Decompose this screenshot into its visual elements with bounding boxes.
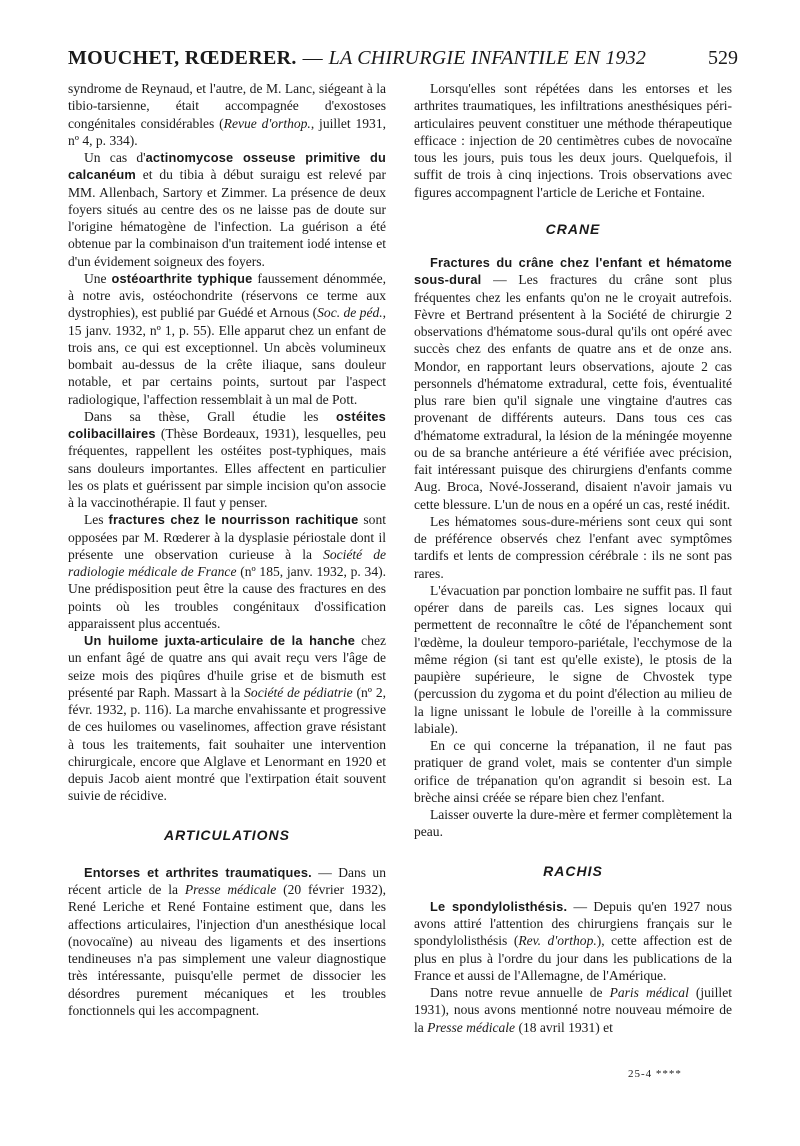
paragraph-hematomes: Les hématomes sous-dure-mériens sont ceux qui sont de préférence observés chez l'enfant avec symptômes tardifs et lents de compression cérébrale : ils ne sont pas rares. <box>414 513 732 581</box>
paragraph-spondylolisthesis: Le spondylolisthésis. — Depuis qu'en 1927 nous avons attiré l'attention des chirurgiens français sur le spondylolisthésis (Rev. d'orthop.), cette affection est de plus en plus à l'ordre du jour dans les publications de la France et aussi de l'Allemagne, de l'Amérique. <box>414 898 732 983</box>
page-number: 529 <box>708 47 738 69</box>
section-heading-rachis: RACHIS <box>543 862 603 879</box>
header-dash: — <box>302 47 323 69</box>
paragraph-entorses: Entorses et arthrites traumatiques. — Dans un récent article de la Presse médicale (20 février 1932), René Leriche et René Fontaine estiment que, dans les affections articulaires, l'injection d'un anesthésique local (novocaïne) au niveau des ligaments et des insertions tendineuses n'a pas simplement une valeur diagnostique très intéressante, puisqu'elle permet de dissocier les désordres purement mécaniques et les troubles fonctionnels qui les accompagnent. <box>68 864 386 1018</box>
header-authors: MOUCHET, RŒDERER. <box>68 47 297 69</box>
paragraph-infiltrations: Lorsqu'elles sont répétées dans les entorses et les arthrites traumatiques, les infiltrations anesthésiques péri-articulaires peuvent constituer une méthode thérapeutique efficace : injection de 20 centimètres cubes de novocaïne tous les jours, puis tous les deux jours. Quelquefois, il suffit de trois à cinq injections. Trois observations avec figures accompagnent l'article de Leriche et Fontaine. <box>414 81 732 200</box>
right-column <box>414 80 732 1036</box>
header-title: LA CHIRURGIE INFANTILE EN 1932 <box>328 47 647 69</box>
paragraph-revue-annuelle: Dans notre revue annuelle de Paris médical (juillet 1931), nous avons mentionné notre nouveau mémoire de la Presse médicale (18 avril 1931) et <box>414 985 732 1035</box>
paragraph-actinomycose: Un cas d'actinomycose osseuse primitive du calcanéum et du tibia à début suraigu est relevé par MM. Allenbach, Sartory et Zimmer. La présence de deux foyers situés au centre des os ne laisse pas de doute sur l'origine hématogène de l'infection. La guérison a été obtenue par la combinaison d'un traitement iodé intense et d'un évidement soigneux des foyers. <box>68 150 387 269</box>
left-column <box>68 80 386 1019</box>
paragraph-huilome: Un huilome juxta-articulaire de la hanche chez un enfant âgé de quatre ans qui avait reçu vers l'âge de seize mois des piqûres d'huile grise et de bismuth est présenté par Raph. Massart à la Société de pédiatrie (nº 2, févr. 1932, p. 116). La marche envahissante et progressive de ces huilomes ou vaselinomes, affection grave résistant à tous les traitements, fait souhaiter une intervention chirurgicale, encore que Alglave et Lenormant en 1920 et depuis Jacob aient montré que l'extirpation était souvent suivie de récidive. <box>68 633 386 804</box>
section-heading-crane: CRANE <box>545 220 601 237</box>
paragraph: syndrome de Reynaud, et l'autre, de M. Lanc, siégeant à la tibio-tarsienne, était accompagnée d'exostoses congénitales considérables (Revue d'orthop., juillet 1931, nº 4, p. 334). <box>68 81 386 148</box>
section-heading-articulations: ARTICULATIONS <box>163 826 291 843</box>
running-header <box>68 46 738 70</box>
paragraph-fractures-nourrisson: Les fractures chez le nourrisson rachitique sont opposées par M. Rœderer à la dysplasie périostale dont il présente une observation curieuse à la Société de radiologie médicale de France (nº 185, janv. 1932, p. 34). Une prédisposition peut être la cause des fractures en des points où les troubles congénitaux d'ossification apparaissent plus accentués. <box>68 512 387 631</box>
paragraph-trepanation: En ce qui concerne la trépanation, il ne faut pas pratiquer de grand volet, mais se contenter d'un simple orifice de trépanation qu'on agrandit si besoin est. La brèche ainsi créée se répare bien chez l'enfant. <box>414 738 732 805</box>
paragraph-fractures-crane: Fractures du crâne chez l'enfant et hématome sous-dural — Les fractures du crâne sont plus fréquentes chez les enfants qu'on ne le croyait autrefois. Fèvre et Bertrand présentent à la Société de chirurgie 2 observations d'hématome sous-dural qu'ils ont opéré avec succès chez des enfants de quatre ans et de onze ans. Mondor, en rapportant leurs observations, ajoute 2 cas personnels d'hématome extradural, cette fois, éventualité plus rare bien qu'il signale une vingtaine d'autres cas provenant de différents auteurs. Dans tous ces cas d'hématome extradural, la lésion de la méningée moyenne ou de sa branche antérieure a été vérifiée avec précision, fait intéressant puisque des chirurgiens d'enfants comme Aug. Broca, Nové-Josserand, disaient n'avoir jamais vu cette blessure. L'un de nous en a opéré un cas, resté inédit. <box>414 255 732 512</box>
paragraph-evacuation: L'évacuation par ponction lombaire ne suffit pas. Il faut opérer dans de pareils cas. Les signes locaux qui permettent de reconnaître le côté de l'épanchement sont l'œdème, la douleur temporo-pariétale, l'ecchymose de la même région (si tant est qu'elle existe), le ptosis de la paupière supérieure, le signe de Chvostek type (percussion du zygoma et du point d'élection au milieu de la ligne unissant le lobule de l'oreille à la commissure labiale). <box>414 582 732 736</box>
signature-mark: 25-4 **** <box>628 1068 682 1080</box>
paragraph-osteoarthrite: Une ostéoarthrite typhique faussement dénommée, à notre avis, ostéochondrite (réservons ce terme aux dystrophies), est publié par Guédé et Arnous (Soc. de péd., 15 janv. 1932, nº 1, p. 55). Elle apparut chez un enfant de trois ans, ce qui est exceptionnel. Un abcès volumineux bombait au-dessus de la crête iliaque, sans douleur notable, et par certains points, surtout par l'aspect radiologique, l'affection ressemblait à un mal de Pott. <box>68 270 387 407</box>
paragraph-osteites: Dans sa thèse, Grall étudie les ostéites colibacillaires (Thèse Bordeaux, 1931), lesquelles, peu fréquentes, rappellent les ostéites post-typhiques, mais sans douleurs importantes. Elles affectent en particulier les os plats et guérissent par simple incision qu'on associe à la vaccinothérapie. Il faut y penser. <box>68 408 386 510</box>
paragraph-dure-mere: Laisser ouverte la dure-mère et fermer complètement la peau. <box>414 807 732 840</box>
